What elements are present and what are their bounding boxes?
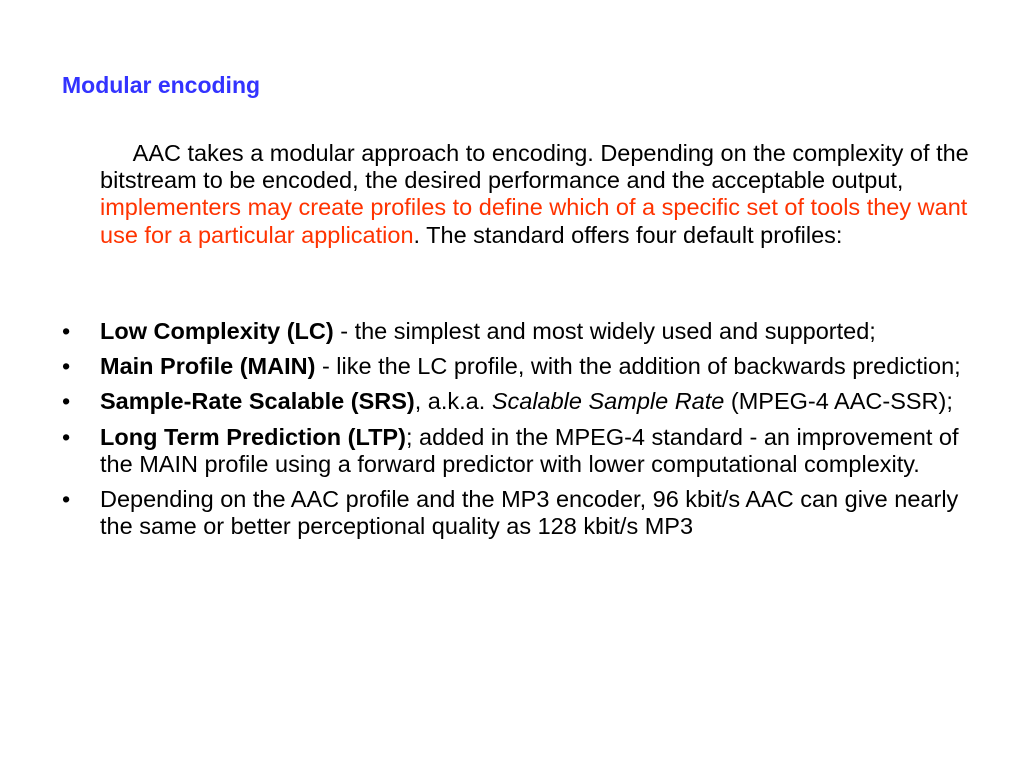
lc-label: Low Complexity (LC) (100, 318, 334, 344)
intro-text-part2: . The standard offers four default profiles: (413, 221, 843, 248)
intro-highlight-text: implementers may create profiles to define which of a specific set of tools they want use for a particular application (100, 194, 968, 248)
intro-text-part1: AAC takes a modular approach to encoding. Depending on the complexity of the bitstream to be encoded, the desired performance and the acceptable output, (100, 140, 969, 194)
bullet-dot: • (62, 423, 71, 450)
list-item-lc (62, 318, 972, 345)
srs-label: Sample-Rate Scalable (SRS) (100, 388, 415, 415)
bullet-dot: • (62, 486, 71, 513)
list-item-srs (62, 388, 972, 415)
intro-paragraph (100, 140, 980, 249)
srs-text: , a.k.a. (414, 388, 492, 415)
lc-text: - the simplest and most widely used and supported; (333, 318, 876, 344)
ltp-text: ; added in the MPEG-4 standard - an improvement of the MAIN profile using a forward predictor with lower computational complexity. (100, 423, 959, 477)
profiles-list (62, 318, 972, 548)
list-item-main (62, 353, 972, 380)
quality-text: Depending on the AAC profile and the MP3 encoder, 96 kbit/s AAC can give nearly the same or better perceptional quality as 128 kbit/s MP3 (100, 486, 959, 540)
list-item-ltp (62, 424, 972, 478)
slide-title: Modular encoding (62, 72, 261, 98)
srs-italic-text: Scalable Sample Rate (491, 388, 725, 415)
bullet-dot: • (62, 353, 71, 380)
srs-text-2: (MPEG-4 AAC-SSR); (724, 388, 953, 415)
main-text: - like the LC profile, with the addition of backwards prediction; (315, 353, 961, 380)
list-item-quality (62, 486, 972, 540)
ltp-label: Long Term Prediction (LTP) (100, 423, 406, 450)
bullet-dot: • (62, 388, 71, 415)
bullet-dot: • (62, 318, 71, 344)
main-label: Main Profile (MAIN) (100, 353, 316, 380)
